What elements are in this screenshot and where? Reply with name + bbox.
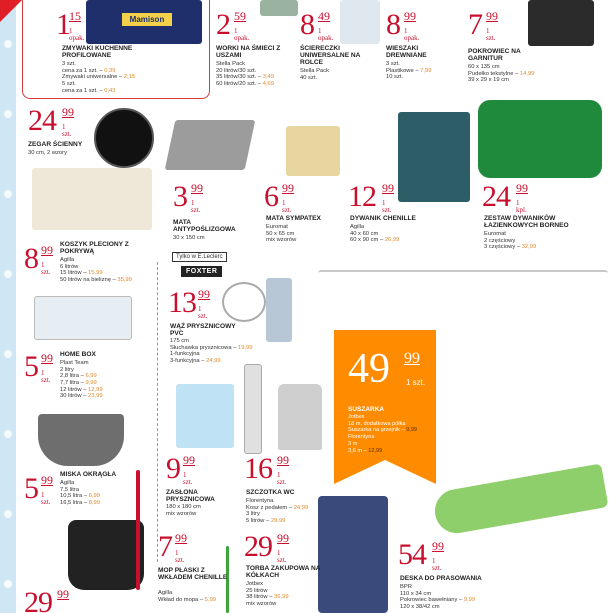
product-name: KOSZYK PLECIONY Z POKRYWĄ: [60, 241, 129, 255]
pedal-bin-image: [278, 384, 322, 450]
price-cents: 99: [404, 350, 420, 367]
price-zegar: 24 99 1 szt.: [28, 104, 74, 138]
product-name: WIESZAKI DREWNIANE: [386, 45, 427, 59]
price-torba: 29 99 1 szt.: [244, 530, 289, 564]
brand-label: Mamison: [122, 13, 172, 26]
woven-basket-image: [32, 168, 152, 230]
product-name: SUSZARKA: [348, 406, 385, 413]
trash-bags-image: [260, 0, 298, 16]
price-main: 1: [56, 8, 70, 41]
product-name: ZEGAR ŚCIENNY: [28, 141, 83, 148]
sympatex-mat-image: [286, 126, 340, 176]
product-name: MATA SYMPATEX: [266, 215, 321, 222]
price-koszyk: 8 99 1 szt.: [24, 242, 53, 276]
product-name: TORBA ZAKUPOWA NA KÓŁKACH: [246, 565, 321, 579]
product-details: Euromat 2 częściowy 3 częściowy – 32,99: [484, 231, 537, 251]
product-name: DYWANIK CHENILLE: [350, 215, 416, 222]
product-details: 3 szt. Plastikowe – 7,99 10 szt.: [386, 61, 432, 81]
product-details: Agilla 6 litrów 15 litrów – 15,99 50 litrów na bieliznę – 35,99: [60, 257, 132, 283]
price-zestaw: 24 99 1 kpl.: [482, 180, 528, 214]
exclusive-note: Tylko w E.Leclerc: [172, 252, 227, 262]
price-sciereczki: 8 49 1 opak.: [300, 8, 334, 42]
wall-clock-image: [94, 108, 154, 168]
product-details: Florentyna Kosz z pedałem – 24,99 3 litry 5 litrów – 29,99: [246, 498, 309, 524]
price-cents: 15: [69, 9, 81, 23]
product-name: SZCZOTKA WC: [246, 489, 295, 496]
product-details: Agilla 40 x 60 cm 60 x 90 cm – 26,99: [350, 224, 400, 244]
product-name: MISKA OKRĄGŁA: [60, 471, 117, 478]
price-miska: 5 99 1 szt.: [24, 472, 53, 506]
product-details: 30 cm, 2 wzory: [28, 150, 67, 156]
shopping-trolley-image: [318, 496, 388, 613]
bathroom-rug-set-image: [478, 100, 602, 178]
sponge-pack-image: [86, 0, 202, 44]
product-name: ZESTAW DYWANIKÓW ŁAZIENKOWYCH BORNEO: [484, 215, 569, 229]
mop-handle-image: [136, 470, 140, 590]
product-name: MATA ANTYPOŚLIZGOWA: [173, 219, 236, 233]
product-details: 175 cm Słuchawka prysznicowa – 19,99 1-funkcyjna 3-funkcyjna – 24,99: [170, 338, 253, 364]
brand-logo: FOXTER: [181, 266, 222, 277]
shower-hose-image: [222, 282, 266, 322]
product-details: BPR 110 x 34 cm Pokrowiec bawełniany – 9,99 120 x 38/42 cm: [400, 584, 476, 610]
price-pokrowiec: 7 99 1 szt.: [468, 8, 498, 42]
product-details: Jotbex 18 m, dodatkowa półka Suszarka na grzejnik – 9,99 Florentyna 3 m 3,6 m – 12,99: [348, 414, 418, 454]
price-unit: 1 opak.: [69, 27, 85, 42]
product-details: 180 x 180 cm mix wzorów: [166, 504, 201, 517]
price-worki: 2 59 1 opak.: [216, 8, 250, 42]
garment-cover-image: [528, 0, 594, 46]
product-name: ZASŁONA PRYSZNICOWA: [166, 489, 215, 503]
price-mop: 7 99 1 szt.: [158, 530, 187, 564]
toilet-brush-image: [244, 364, 262, 454]
shower-head-image: [266, 278, 292, 342]
product-details: Stella Pack 40 szt.: [300, 68, 329, 81]
shower-curtain-image: [176, 384, 234, 448]
price-main: 49: [348, 346, 390, 392]
price-mata-anty: 3 99 1 szt.: [173, 180, 203, 214]
price-deska: 54 99 1 szt.: [398, 538, 444, 572]
price-mata-sympatex: 6 99 1 szt.: [264, 180, 294, 214]
product-details: Agilla 7,5 litra 10,5 litra – 6,99 16,5 litra – 8,99: [60, 480, 100, 506]
suszarka-banner: [334, 330, 436, 460]
wipes-roll-image: [340, 0, 380, 44]
price-homebox: 5 99 1 szt.: [24, 350, 53, 384]
anti-slip-mat-image: [165, 120, 256, 170]
product-name: POKROWIEC NA GARNITUR: [468, 48, 521, 62]
product-details: 3 szt. cena za 1 szt. – 0,39 Zmywaki uniwersalne – 2,15 5 szt. cena za 1 szt. – 0,43: [62, 61, 136, 94]
product-name: DESKA DO PRASOWANIA: [400, 575, 482, 582]
price-waz: 13 99 1 szt.: [168, 286, 210, 320]
price-dywanik: 12 99 1 szt.: [348, 180, 394, 214]
product-name: WĄŻ PRYSZNICOWY PVC: [170, 323, 236, 337]
price-zaslona: 9 99 1 szt.: [166, 452, 195, 486]
price-wieszaki: 8 99 1 opak.: [386, 8, 420, 42]
decorative-side-strip: [0, 0, 16, 613]
product-name: MOP PŁASKI Z WKŁADEM CHENILLE: [158, 567, 228, 581]
product-details: Stella Pack 20 litrów/30 szt. 35 litrów/30 szt. – 3,49 60 litrów/20 szt. – 4,69: [216, 61, 275, 87]
home-box-image: [34, 296, 132, 340]
product-details: Euromat 50 x 65 cm mix wzorów: [266, 224, 297, 244]
price-szczotka: 16 99 1 szt.: [244, 452, 289, 486]
chenille-rug-image: [398, 112, 470, 202]
product-details: 30 x 150 cm: [173, 235, 205, 241]
price-wiadro: 29 99: [24, 586, 69, 613]
product-details: Jotbex 25 litrów 38 litrów – 36,99 mix wzorów: [246, 581, 289, 607]
product-name: ŚCIERECZKI UNIWERSALNE NA ROLCE: [300, 45, 361, 66]
divider: [157, 262, 158, 562]
product-name: WORKI NA ŚMIECI Z USZAMI: [216, 45, 281, 59]
round-bowl-image: [38, 414, 124, 466]
price-unit: 1 szt.: [406, 378, 426, 387]
ironing-board-image: [431, 463, 608, 536]
product-details: Plast Team 2 litry 2,8 litra – 6,99 7,7 litra – 9,99 12 litrów – 12,99 30 litrów – 23,99: [60, 360, 103, 400]
product-name: ZMYWAKI KUCHENNE PROFILOWANE: [62, 45, 133, 59]
price-zmywaki: [56, 8, 85, 42]
product-details: Agilla Wkład do mopa – 5,99: [158, 590, 217, 603]
product-name: HOME BOX: [60, 351, 96, 358]
mop-bucket-image: [68, 520, 144, 590]
red-corner-badge: [0, 0, 22, 22]
product-details: 60 x 135 cm Pudełko tekstylne – 14,99 39 x 29 x 19 cm: [468, 64, 535, 84]
